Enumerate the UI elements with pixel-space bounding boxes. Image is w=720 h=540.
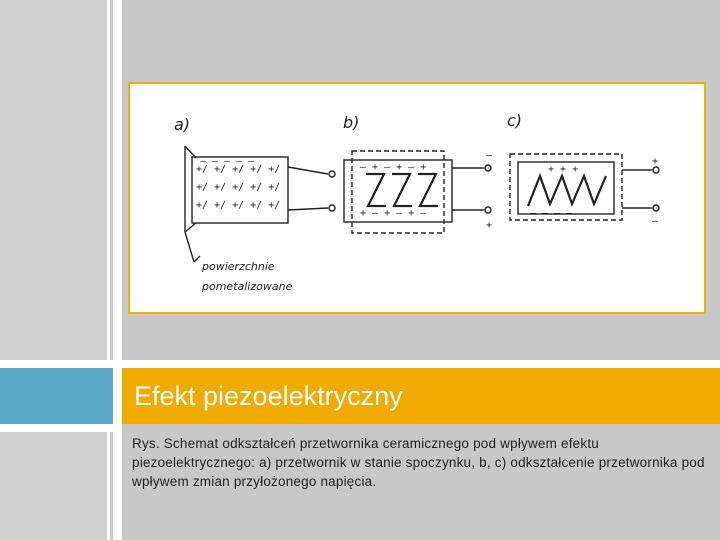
annotation-line2: pometalizowane	[202, 280, 293, 293]
label-a: a)	[174, 115, 191, 134]
piezo-diagram	[130, 84, 708, 316]
svg-text:+: +	[652, 156, 659, 167]
left-bottom-strip	[0, 432, 113, 540]
figure-caption: Rys. Schemat odkształceń przetwornika ceramicznego pod wpływem efektu piezoelektrycznego: a) przetwornik w stanie spoczynku, b, c) odkształcenie przetwornika pod wpływem zmian przyłożonego napięcia.	[132, 436, 705, 489]
svg-text:+ + +: + + +	[548, 164, 579, 175]
svg-text:– – – –: – – – –	[530, 208, 573, 219]
accent-block	[0, 368, 113, 424]
label-b: b)	[343, 113, 360, 132]
svg-text:+: +	[486, 220, 493, 231]
title-bar	[122, 368, 720, 424]
charge-marks-c	[530, 156, 659, 227]
svg-text:+∕ +∕ +∕ +∕ +∕: +∕ +∕ +∕ +∕ +∕	[196, 200, 281, 211]
svg-text:+∕ +∕ +∕ +∕ +∕: +∕ +∕ +∕ +∕ +∕	[196, 164, 281, 175]
svg-text:–: –	[486, 150, 493, 161]
svg-text:– + – + – +: – + – + – +	[360, 162, 427, 173]
left-bottom-stripe	[0, 432, 110, 540]
caption-panel	[122, 424, 720, 540]
charge-grid-a	[196, 156, 280, 211]
label-c: c)	[507, 111, 523, 130]
svg-text:+∕ +∕ +∕ +∕ +∕: +∕ +∕ +∕ +∕ +∕	[196, 182, 281, 193]
annotation-line1: powierzchnie	[202, 260, 275, 273]
figure-frame	[128, 82, 706, 314]
charge-marks-b	[360, 150, 493, 231]
svg-text:–: –	[652, 216, 659, 227]
slide-title: Efekt piezoelektryczny	[134, 380, 403, 411]
left-decor-stripe	[0, 0, 110, 360]
left-decor-strip	[0, 0, 113, 360]
svg-text:– – – – –: – – – – –	[200, 156, 255, 167]
svg-text:+ – + – + –: + – + – + –	[360, 208, 427, 219]
